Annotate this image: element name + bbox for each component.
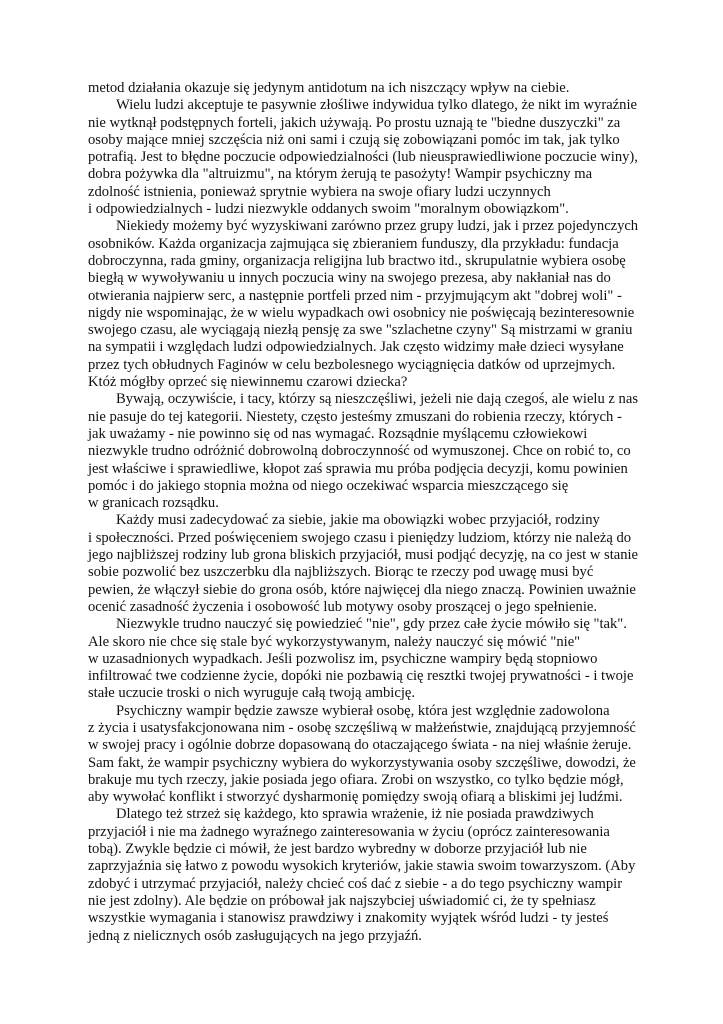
paragraph xyxy=(88,703,638,807)
text-line: zaprzyjaźnia się łatwo z powodu wysokich kryteriów, jakie stawia swoim towarzyszom. (Aby xyxy=(88,858,636,875)
text-line: nie wytknął podstępnych forteli, jakich używają. Po prostu uznają te "biedne duszyczki" za xyxy=(88,114,621,131)
text-line: i społeczności. Przed poświęceniem swojego czasu i pieniędzy ludziom, którzy nie należą do xyxy=(88,529,632,546)
text-line: sobie pozwolić bez uszczerbku dla najbliższych. Biorąc te rzeczy pod uwagę musi być xyxy=(88,564,594,581)
text-line: pomóc i do jakiego stopnia można od niego oczekiwać wsparcia mieszczącego się xyxy=(88,477,569,494)
text-line: jego najbliższej rodziny lub grona bliskich przyjaciół, musi podjąć decyzję, na co jest w stanie xyxy=(88,547,638,564)
text-line: biegłą w wywoływaniu u innych poczucia winy na swojego prezesa, aby nakłaniał nas do xyxy=(88,270,611,287)
text-line: zdobyć i utrzymać przyjaciół, należy chcieć coś dać z siebie - a do tego psychiczny wampir xyxy=(88,875,623,892)
text-line: infiltrować twe codzienne życie, dopóki nie pozbawią cię resztki twojej prywatności - i twoje xyxy=(88,668,634,685)
text-line: nigdy nie wspominając, że w wielu wypadkach owi osobnicy nie poświęcają bezinteresownie xyxy=(88,304,635,321)
document-page xyxy=(88,80,638,945)
text-line: jak uważamy - nie powinno się od nas wymagać. Rozsądnie myślącemu człowiekowi xyxy=(88,425,588,442)
text-line: jest właściwe i sprawiedliwe, kłopot zaś sprawia mu próba podjęcia decyzji, komu powinien xyxy=(88,460,628,477)
text-line: Każdy musi zadecydować za siebie, jakie ma obowiązki wobec przyjaciół, rodziny xyxy=(116,512,600,529)
text-line: w uzasadnionych wypadkach. Jeśli pozwolisz im, psychiczne wampiry będą stopniowo xyxy=(88,650,598,667)
text-line: z życia i usatysfakcjonowana nim - osobę szczęśliwą w małżeństwie, znajdującą przyjemność xyxy=(88,719,636,736)
text-line: stałe uczucie troski o nich wyruguje całą twoją ambicję. xyxy=(88,685,416,702)
text-line: wszystkie wymagania i stanowisz prawdziwy i znakomity wyjątek wśród ludzi - ty jesteś xyxy=(88,910,609,927)
text-line: tobą). Zwykle będzie ci mówił, że jest bardzo wybredny w doborze przyjaciół lub nie xyxy=(88,841,587,858)
text-line: Niezwykle trudno nauczyć się powiedzieć "nie", gdy przez całe życie mówiło się "tak". xyxy=(116,616,627,633)
text-line: Dlatego też strzeż się każdego, kto sprawia wrażenie, iż nie posiada prawdziwych xyxy=(116,806,594,823)
text-line: Bywają, oczywiście, i tacy, którzy są nieszczęśliwi, jeżeli nie dają czegoś, ale wielu z nas xyxy=(116,391,638,408)
text-line: Sam fakt, że wampir psychiczny wybiera do wykorzystywania osoby szczęśliwe, dowodzi, że xyxy=(88,754,636,771)
text-line: metod działania okazuje się jedynym antidotum na ich niszczący wpływ na ciebie. xyxy=(88,80,570,96)
text-line: zdolność istnienia, ponieważ sprytnie wybiera na swoje ofiary ludzi uczynnych xyxy=(88,183,551,200)
text-line: na sympatii i względach ludzi odpowiedzialnych. Jak często widzimy małe dzieci wysyłane xyxy=(88,339,624,356)
text-line: nie pasuje do tej kategorii. Niestety, często jesteśmy zmuszani do robienia rzeczy, których - xyxy=(88,408,622,425)
text-line: potrafią. Jest to błędne poczucie odpowiedzialności (lub nieusprawiedliwione poczucie winy), xyxy=(88,149,638,166)
text-line: osoby mające mniej szczęścia niż oni sami i czują się zobowiązani pomóc im tak, jak tylko xyxy=(88,131,620,148)
text-line: niezwykle trudno odróżnić dobrowolną dobroczynność od wymuszonej. Chce on robić to, co xyxy=(88,443,631,460)
paragraph xyxy=(88,616,638,702)
paragraph xyxy=(88,806,638,944)
text-line: dobra pożywka dla "altruizmu", na którym żerują te pasożyty! Wampir psychiczny ma xyxy=(88,166,593,183)
text-line: nie jest zdolny). Ale będzie on próbował jak najszybciej uświadomić ci, że ty spełniasz xyxy=(88,892,596,909)
text-line: otwierania najpierw serc, a następnie portfeli przed nim - przyjmującym akt "dobrej woli" - xyxy=(88,287,622,304)
paragraph xyxy=(88,80,638,97)
paragraph xyxy=(88,391,638,512)
text-line: jedną z nielicznych osób zasługujących na jego przyjaźń. xyxy=(88,927,422,944)
text-line: aby wywołać konflikt i stworzyć dysharmonię pomiędzy swoją ofiarą a bliskimi jej ludźmi. xyxy=(88,789,623,806)
text-line: Ale skoro nie chce się stale być wykorzystywanym, należy nauczyć się mówić "nie" xyxy=(88,633,581,650)
text-line: i odpowiedzialnych - ludzi niezwykle oddanych swoim "moralnym obowiązkom". xyxy=(88,201,569,218)
text-line: przyjaciół i nie ma żadnego wyraźnego zainteresowania w życiu (oprócz zainteresowania xyxy=(88,823,610,840)
text-line: pewien, że włączył siebie do grona osób, które najwięcej dla niego znaczą. Powinien uważnie xyxy=(88,581,636,598)
paragraph xyxy=(88,512,638,616)
text-line: Któż mógłby oprzeć się niewinnemu czarowi dziecka? xyxy=(88,374,408,391)
text-line: dobroczynna, rada gminy, organizacja religijna lub bractwo itd., skrupulatnie wybiera osobę xyxy=(88,252,626,269)
text-line: Wielu ludzi akceptuje te pasywnie złośliwe indywidua tylko dlatego, że nikt im wyraźnie xyxy=(116,97,637,114)
paragraph xyxy=(88,97,638,218)
text-line: osobników. Każda organizacja zajmująca się zbieraniem funduszy, dla przykładu: fundacja xyxy=(88,235,619,252)
paragraph xyxy=(88,218,638,391)
text-line: swojego czasu, ale wyciągają niezłą pensję za swe "szlachetne czyny" Są mistrzami w graniu xyxy=(88,322,633,339)
text-line: Niekiedy możemy być wyzyskiwani zarówno przez grupy ludzi, jak i przez pojedynczych xyxy=(116,218,639,235)
text-line: Psychiczny wampir będzie zawsze wybierał osobę, która jest względnie zadowolona xyxy=(116,702,610,719)
text-line: ocenić zasadność życzenia i osobowość lub motywy osoby proszącej o jego spełnienie. xyxy=(88,598,598,615)
text-line: brakuje mu tych rzeczy, jakie posiada jego ofiara. Zrobi on wszystko, co tylko będzie mógł, xyxy=(88,771,624,788)
text-line: w swojej pracy i ogólnie dobrze dopasowaną do otaczającego świata - na niej właśnie żeruje. xyxy=(88,737,632,754)
text-line: w granicach rozsądku. xyxy=(88,495,219,512)
text-line: przez tych obłudnych Faginów w celu bezbolesnego wyciągnięcia datków od uprzejmych. xyxy=(88,356,616,373)
